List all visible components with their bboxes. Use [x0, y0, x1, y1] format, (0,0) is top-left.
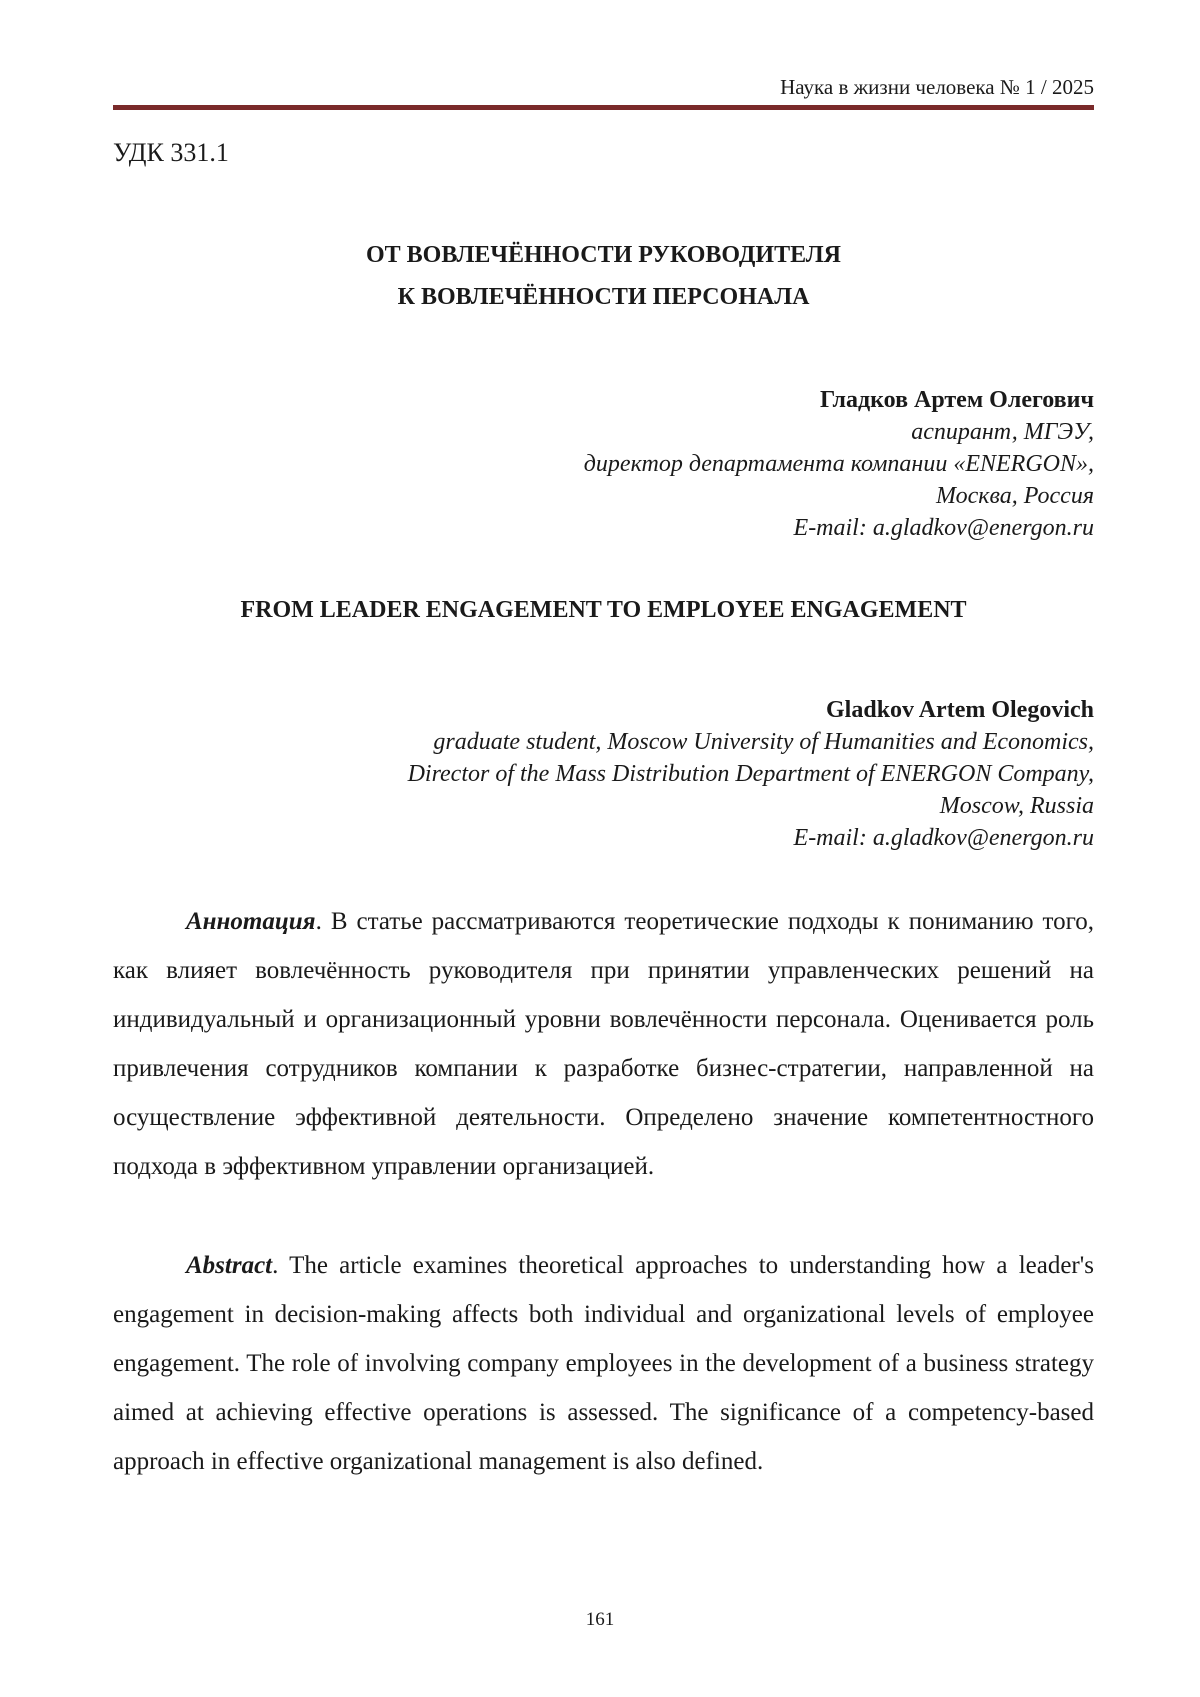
abstract-en-text: . The article examines theoretical approaches to understanding how a leader's engagement in decision-making affects both individual and organizational levels of employee engagement. The role of involving company employees in the development of a business strategy aimed at achieving effective operations is assessed. The significance of a competency-based approach in effective organizational management is also defined. [113, 1252, 1094, 1475]
abstract-ru [113, 897, 1094, 1191]
header-divider [113, 105, 1094, 110]
abstract-ru-text: . В статье рассматриваются теоретические подходы к пониманию того, как влияет вовлечённость руководителя при принятии управленческих решений на индивидуальный и организационный уровни вовлечённости персонала. Оценивается роль привлечения сотрудников компании к разработке бизнес-стратегии, направленной на осуществление эффективной деятельности. Определено значение компетентностного подхода в эффективном управлении организацией. [113, 908, 1094, 1180]
title-ru-line-2: К ВОВЛЕЧЁННОСТИ ПЕРСОНАЛА [397, 284, 810, 310]
author-location-ru: Москва, Россия [935, 483, 1094, 509]
page-number: 161 [585, 1609, 615, 1630]
author-block-en [194, 694, 1094, 854]
udk-code: УДК 331.1 [113, 138, 229, 167]
author-email-en: E-mail: a.gladkov@energon.ru [793, 825, 1094, 851]
author-email-ru: E-mail: a.gladkov@energon.ru [793, 515, 1094, 541]
author-name-en: Gladkov Artem Olegovich [826, 697, 1094, 723]
abstract-ru-lead: Аннотация [186, 908, 316, 935]
abstract-en [113, 1241, 1094, 1486]
author-affiliation-ru-2: директор департамента компании «ENERGON», [583, 451, 1094, 477]
author-affiliation-en-2: Director of the Mass Distribution Department of ENERGON Company, [407, 761, 1094, 787]
title-en: FROM LEADER ENGAGEMENT TO EMPLOYEE ENGAGEMENT [240, 597, 967, 623]
author-affiliation-en-1: graduate student, Moscow University of Humanities and Economics, [433, 729, 1094, 755]
running-header: Наука в жизни человека № 1 / 2025 [780, 75, 1094, 99]
abstract-en-lead: Abstract [186, 1252, 273, 1279]
author-affiliation-ru-1: аспирант, МГЭУ, [911, 419, 1094, 445]
author-block-ru [194, 384, 1094, 544]
author-location-en: Moscow, Russia [939, 793, 1094, 819]
title-ru [113, 234, 1094, 318]
author-name-ru: Гладков Артем Олегович [819, 387, 1094, 413]
title-ru-line-1: ОТ ВОВЛЕЧЁННОСТИ РУКОВОДИТЕЛЯ [366, 242, 841, 268]
